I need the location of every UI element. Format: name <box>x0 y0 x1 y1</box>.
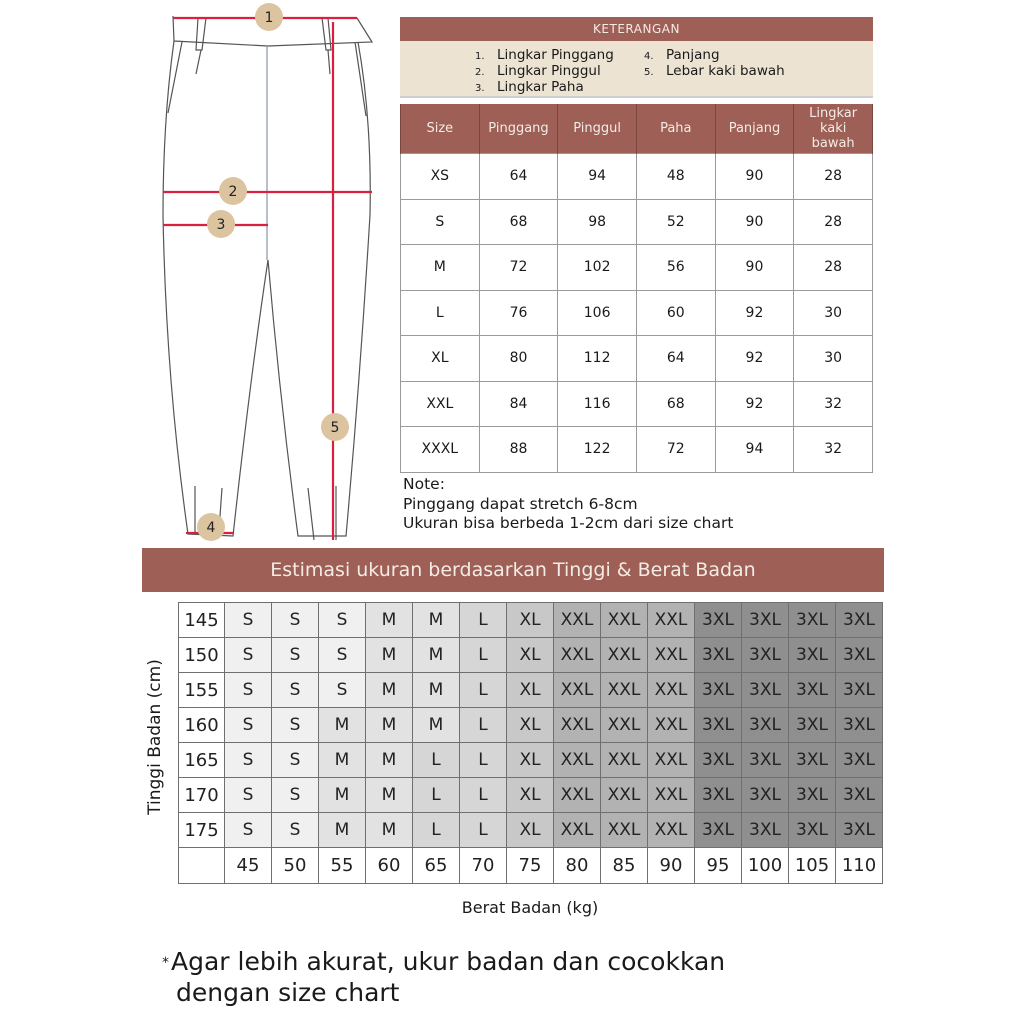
size-value-cell: 112 <box>558 336 637 382</box>
estimated-size-cell: 3XL <box>695 673 742 708</box>
legend-label: Panjang <box>666 47 720 63</box>
estimated-size-cell: S <box>272 778 319 813</box>
legend-column-1 <box>475 48 614 96</box>
size-value-cell: 64 <box>636 336 715 382</box>
estimated-size-cell: S <box>272 603 319 638</box>
weight-label-cell: 65 <box>413 848 460 884</box>
estimated-size-cell: L <box>413 813 460 848</box>
marker-5-label: 5 <box>330 420 340 436</box>
belt-loop-left <box>196 18 206 50</box>
estimated-size-cell: S <box>272 813 319 848</box>
estimated-size-cell: XL <box>507 708 554 743</box>
size-value-cell: 106 <box>558 290 637 336</box>
right-leg-outline <box>268 42 370 536</box>
weight-label-cell: 85 <box>601 848 648 884</box>
legend-label: Lebar kaki bawah <box>666 63 785 79</box>
size-value-cell: 28 <box>794 154 873 200</box>
estimated-size-cell: M <box>366 813 413 848</box>
legend-num: 4. <box>644 51 654 62</box>
size-table-row <box>401 427 873 473</box>
size-label-cell: XXXL <box>401 427 480 473</box>
size-value-cell: 64 <box>479 154 558 200</box>
footer-line-1: Agar lebih akurat, ukur badan dan cocokkan <box>171 947 726 976</box>
estimated-size-cell: S <box>225 813 272 848</box>
estimated-size-cell: L <box>460 638 507 673</box>
estimated-size-cell: 3XL <box>742 673 789 708</box>
estimated-size-cell: XXL <box>601 638 648 673</box>
estimated-size-cell: 3XL <box>789 603 836 638</box>
estimated-size-cell: M <box>366 638 413 673</box>
estimated-size-cell: S <box>225 778 272 813</box>
estimated-size-cell: 3XL <box>695 603 742 638</box>
estimated-size-cell: 3XL <box>742 813 789 848</box>
size-value-cell: 48 <box>636 154 715 200</box>
estimated-size-cell: M <box>319 708 366 743</box>
estimated-size-cell: 3XL <box>789 743 836 778</box>
height-label-cell: 170 <box>179 778 225 813</box>
col-header-pinggang: Pinggang <box>479 104 558 154</box>
size-value-cell: 28 <box>794 245 873 291</box>
height-label-cell: 155 <box>179 673 225 708</box>
legend-label: Lingkar Paha <box>497 79 584 95</box>
estimated-size-cell: M <box>366 708 413 743</box>
estimated-size-cell: S <box>272 673 319 708</box>
left-leg-outline <box>163 41 268 536</box>
col-header-pinggul: Pinggul <box>558 104 637 154</box>
size-value-cell: 68 <box>479 199 558 245</box>
estimated-size-cell: S <box>319 603 366 638</box>
estimated-size-cell: XL <box>507 743 554 778</box>
height-label-cell: 160 <box>179 708 225 743</box>
estimated-size-cell: 3XL <box>789 673 836 708</box>
estimated-size-cell: XXL <box>601 603 648 638</box>
legend-label: Lingkar Pinggul <box>497 63 601 79</box>
weight-label-cell: 60 <box>366 848 413 884</box>
size-value-cell: 88 <box>479 427 558 473</box>
estimated-size-cell: M <box>413 603 460 638</box>
estimated-size-cell: XXL <box>554 708 601 743</box>
size-value-cell: 72 <box>479 245 558 291</box>
estimated-size-cell: XXL <box>601 778 648 813</box>
estimated-size-cell: XXL <box>648 778 695 813</box>
weight-label-cell: 100 <box>742 848 789 884</box>
height-label-cell: 145 <box>179 603 225 638</box>
estimated-size-cell: L <box>460 603 507 638</box>
estimated-size-cell: L <box>413 778 460 813</box>
height-label-cell: 175 <box>179 813 225 848</box>
note-line: Pinggang dapat stretch 6-8cm <box>403 494 638 513</box>
estimated-size-cell: 3XL <box>695 708 742 743</box>
size-table-row <box>401 199 873 245</box>
col-header-lingkar-kaki-bawah: Lingkar kaki bawah <box>794 104 873 154</box>
estimated-size-cell: XL <box>507 813 554 848</box>
size-table-header <box>401 104 873 154</box>
estimated-size-cell: 3XL <box>836 638 883 673</box>
legend-item <box>475 48 614 64</box>
size-value-cell: 84 <box>479 381 558 427</box>
weight-label-cell: 50 <box>272 848 319 884</box>
estimated-size-cell: XXL <box>601 673 648 708</box>
estimated-size-cell: 3XL <box>695 743 742 778</box>
estimated-size-cell: S <box>225 743 272 778</box>
legend-num: 5. <box>644 67 654 78</box>
size-value-cell: 56 <box>636 245 715 291</box>
estimated-size-cell: 3XL <box>742 743 789 778</box>
estimated-size-cell: XXL <box>601 708 648 743</box>
footer-line-2: dengan size chart <box>176 978 400 1007</box>
estimation-grid-body <box>179 603 883 884</box>
estimated-size-cell: XXL <box>648 743 695 778</box>
weight-label-cell: 105 <box>789 848 836 884</box>
size-label-cell: XXL <box>401 381 480 427</box>
size-label-cell: S <box>401 199 480 245</box>
legend-item <box>644 64 785 80</box>
size-value-cell: 32 <box>794 381 873 427</box>
estimated-size-cell: S <box>272 743 319 778</box>
size-value-cell: 122 <box>558 427 637 473</box>
estimated-size-cell: S <box>272 708 319 743</box>
size-value-cell: 32 <box>794 427 873 473</box>
marker-1-label: 1 <box>264 10 274 26</box>
size-table-body <box>401 154 873 473</box>
estimated-size-cell: S <box>225 708 272 743</box>
estimated-size-cell: XL <box>507 603 554 638</box>
legend-num: 1. <box>475 51 485 62</box>
estimated-size-cell: L <box>460 708 507 743</box>
estimated-size-cell: 3XL <box>789 813 836 848</box>
weight-label-cell: 55 <box>319 848 366 884</box>
estimated-size-cell: XL <box>507 638 554 673</box>
estimated-size-cell: XL <box>507 673 554 708</box>
size-value-cell: 90 <box>715 199 794 245</box>
col-header-panjang: Panjang <box>715 104 794 154</box>
x-axis-label: Berat Badan (kg) <box>461 898 599 917</box>
size-value-cell: 72 <box>636 427 715 473</box>
estimated-size-cell: 3XL <box>789 778 836 813</box>
estimated-size-cell: S <box>319 638 366 673</box>
size-table-row <box>401 245 873 291</box>
marker-2-label: 2 <box>228 184 238 200</box>
estimated-size-cell: S <box>225 603 272 638</box>
estimated-size-cell: M <box>319 743 366 778</box>
estimated-size-cell: 3XL <box>836 813 883 848</box>
corner-cell <box>179 848 225 884</box>
estimated-size-cell: S <box>225 673 272 708</box>
size-value-cell: 116 <box>558 381 637 427</box>
size-value-cell: 98 <box>558 199 637 245</box>
size-label-cell: L <box>401 290 480 336</box>
height-label-cell: 150 <box>179 638 225 673</box>
estimated-size-cell: L <box>460 673 507 708</box>
estimated-size-cell: 3XL <box>836 743 883 778</box>
size-table-row <box>401 290 873 336</box>
estimation-title: Estimasi ukuran berdasarkan Tinggi & Berat Badan <box>142 548 884 592</box>
weight-label-cell: 95 <box>695 848 742 884</box>
dart-left <box>196 50 201 74</box>
weight-label-cell: 45 <box>225 848 272 884</box>
size-value-cell: 90 <box>715 154 794 200</box>
size-label-cell: XL <box>401 336 480 382</box>
estimation-row <box>179 603 883 638</box>
col-header-paha: Paha <box>636 104 715 154</box>
estimated-size-cell: XXL <box>554 673 601 708</box>
estimated-size-cell: XXL <box>648 603 695 638</box>
weight-row <box>179 848 883 884</box>
estimated-size-cell: 3XL <box>789 708 836 743</box>
estimated-size-cell: M <box>366 603 413 638</box>
estimated-size-cell: M <box>413 708 460 743</box>
estimated-size-cell: M <box>319 813 366 848</box>
size-label-cell: XS <box>401 154 480 200</box>
hem-slit-right-1 <box>308 488 314 540</box>
weight-label-cell: 80 <box>554 848 601 884</box>
estimation-row <box>179 708 883 743</box>
estimated-size-cell: 3XL <box>836 603 883 638</box>
estimated-size-cell: M <box>366 673 413 708</box>
estimated-size-cell: XXL <box>648 708 695 743</box>
size-value-cell: 92 <box>715 381 794 427</box>
legend-column-2 <box>644 48 785 80</box>
size-value-cell: 90 <box>715 245 794 291</box>
marker-3-label: 3 <box>216 217 226 233</box>
weight-label-cell: 110 <box>836 848 883 884</box>
estimated-size-cell: XXL <box>601 813 648 848</box>
size-table-row <box>401 336 873 382</box>
size-value-cell: 92 <box>715 290 794 336</box>
legend-num: 3. <box>475 83 485 94</box>
estimated-size-cell: XXL <box>554 813 601 848</box>
legend-label: Lingkar Pinggang <box>497 47 614 63</box>
estimated-size-cell: S <box>225 638 272 673</box>
notes-title: Note: <box>403 475 445 493</box>
size-value-cell: 68 <box>636 381 715 427</box>
estimated-size-cell: XXL <box>601 743 648 778</box>
estimation-row <box>179 813 883 848</box>
legend-num: 2. <box>475 67 485 78</box>
estimated-size-cell: XL <box>507 778 554 813</box>
size-value-cell: 94 <box>715 427 794 473</box>
estimated-size-cell: XXL <box>648 673 695 708</box>
marker-group <box>197 3 349 541</box>
estimated-size-cell: 3XL <box>695 813 742 848</box>
estimated-size-cell: L <box>460 778 507 813</box>
estimated-size-cell: 3XL <box>789 638 836 673</box>
estimated-size-cell: XXL <box>554 638 601 673</box>
belt-loop-right <box>322 18 331 50</box>
estimated-size-cell: M <box>366 743 413 778</box>
estimation-grid <box>178 602 883 884</box>
estimation-row <box>179 743 883 778</box>
estimated-size-cell: 3XL <box>836 673 883 708</box>
estimated-size-cell: XXL <box>554 778 601 813</box>
y-axis-label: Tinggi Badan (cm) <box>145 659 165 815</box>
estimated-size-cell: 3XL <box>742 603 789 638</box>
estimated-size-cell: M <box>319 778 366 813</box>
marker-4-label: 4 <box>206 520 216 536</box>
estimation-row <box>179 778 883 813</box>
size-value-cell: 28 <box>794 199 873 245</box>
legend-item <box>644 48 785 64</box>
size-value-cell: 76 <box>479 290 558 336</box>
estimated-size-cell: 3XL <box>742 708 789 743</box>
estimation-row <box>179 638 883 673</box>
size-value-cell: 30 <box>794 336 873 382</box>
size-label-cell: M <box>401 245 480 291</box>
estimated-size-cell: 3XL <box>695 638 742 673</box>
estimated-size-cell: XXL <box>648 638 695 673</box>
pants-diagram <box>150 0 390 548</box>
size-table-row <box>401 154 873 200</box>
note-line: Ukuran bisa berbeda 1-2cm dari size chart <box>403 514 734 532</box>
size-table <box>400 104 873 473</box>
size-value-cell: 60 <box>636 290 715 336</box>
legend-title: KETERANGAN <box>400 17 873 41</box>
legend-item <box>475 64 614 80</box>
dart-right <box>328 50 330 74</box>
estimated-size-cell: 3XL <box>742 778 789 813</box>
size-value-cell: 80 <box>479 336 558 382</box>
legend-item <box>475 80 614 96</box>
weight-label-cell: 75 <box>507 848 554 884</box>
estimated-size-cell: L <box>460 813 507 848</box>
footer-note <box>162 946 725 1008</box>
height-label-cell: 165 <box>179 743 225 778</box>
estimated-size-cell: S <box>272 638 319 673</box>
size-value-cell: 102 <box>558 245 637 291</box>
estimated-size-cell: 3XL <box>836 778 883 813</box>
estimated-size-cell: S <box>319 673 366 708</box>
estimated-size-cell: L <box>413 743 460 778</box>
estimated-size-cell: 3XL <box>836 708 883 743</box>
estimated-size-cell: L <box>460 743 507 778</box>
legend-box <box>400 41 873 98</box>
estimated-size-cell: M <box>413 638 460 673</box>
estimated-size-cell: M <box>366 778 413 813</box>
size-value-cell: 52 <box>636 199 715 245</box>
size-value-cell: 92 <box>715 336 794 382</box>
estimated-size-cell: M <box>413 673 460 708</box>
estimated-size-cell: XXL <box>554 743 601 778</box>
weight-label-cell: 70 <box>460 848 507 884</box>
notes <box>403 475 733 534</box>
estimated-size-cell: 3XL <box>742 638 789 673</box>
estimated-size-cell: XXL <box>554 603 601 638</box>
size-table-row <box>401 381 873 427</box>
size-value-cell: 94 <box>558 154 637 200</box>
size-value-cell: 30 <box>794 290 873 336</box>
estimation-row <box>179 673 883 708</box>
estimated-size-cell: 3XL <box>695 778 742 813</box>
weight-label-cell: 90 <box>648 848 695 884</box>
estimated-size-cell: XXL <box>648 813 695 848</box>
footer-asterisk: * <box>162 955 169 971</box>
col-header-size: Size <box>401 104 480 154</box>
